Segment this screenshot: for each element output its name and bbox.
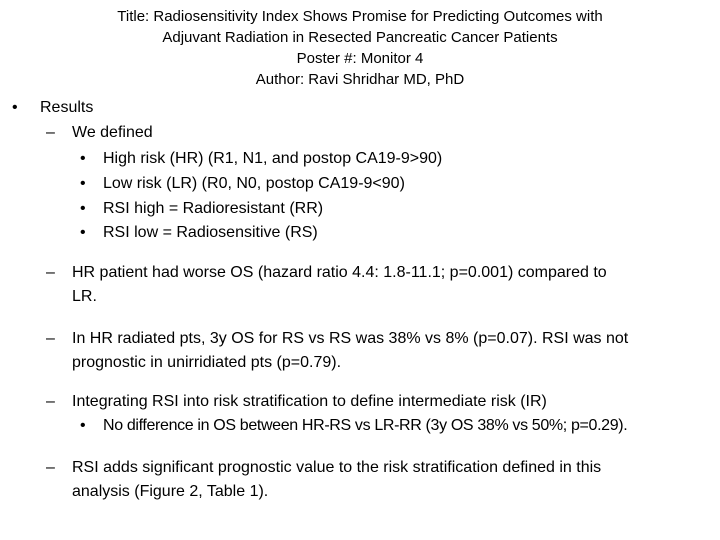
dash-marker: – (46, 264, 55, 281)
defined-item-rsi-high: RSI high = Radioresistant (RR) (103, 200, 324, 217)
result-point-4-line-2: analysis (Figure 2, Table 1). (72, 483, 269, 500)
result-point-3-sub-bullet: No difference in OS between HR-RS vs LR-RR (3y OS 38% vs 50%; p=0.29). (103, 417, 628, 434)
author: Author: Ravi Shridhar MD, PhD (255, 71, 465, 88)
dash-marker: – (46, 330, 55, 347)
title-block (0, 6, 720, 90)
bullet-marker: • (80, 150, 86, 167)
defined-item-high-risk: High risk (HR) (R1, N1, and postop CA19-9>90) (103, 150, 443, 167)
dash-marker: – (46, 393, 55, 410)
defined-item-low-risk: Low risk (LR) (R0, N0, postop CA19-9<90) (103, 175, 405, 192)
result-point-3-line-1: Integrating RSI into risk stratification to define intermediate risk (IR) (72, 393, 547, 410)
title-line-1: Title: Radiosensitivity Index Shows Promise for Predicting Outcomes with (117, 8, 603, 25)
bullet-marker: • (80, 224, 86, 241)
dash-marker: – (46, 124, 55, 141)
defined-item-rsi-low: RSI low = Radiosensitive (RS) (103, 224, 318, 241)
results-heading: Results (40, 99, 94, 116)
result-point-4-line-1: RSI adds significant prognostic value to the risk stratification defined in this (72, 459, 602, 476)
title-line-2: Adjuvant Radiation in Resected Pancreatic Cancer Patients (162, 29, 558, 46)
poster-number: Poster #: Monitor 4 (296, 50, 424, 67)
bullet-marker: • (80, 175, 86, 192)
result-point-1-line-1: HR patient had worse OS (hazard ratio 4.4: 1.8-11.1; p=0.001) compared to (72, 264, 607, 281)
bullet-marker: • (80, 200, 86, 217)
result-point-1-line-2: LR. (72, 288, 97, 305)
result-point-2-line-2: prognostic in unirridiated pts (p=0.79). (72, 354, 342, 371)
dash-marker: – (46, 459, 55, 476)
defined-label: We defined (72, 124, 153, 141)
result-point-2-line-1: In HR radiated pts, 3y OS for RS vs RS was 38% vs 8% (p=0.07). RSI was not (72, 330, 629, 347)
bullet-marker: • (12, 99, 18, 116)
bullet-marker: • (80, 417, 86, 434)
